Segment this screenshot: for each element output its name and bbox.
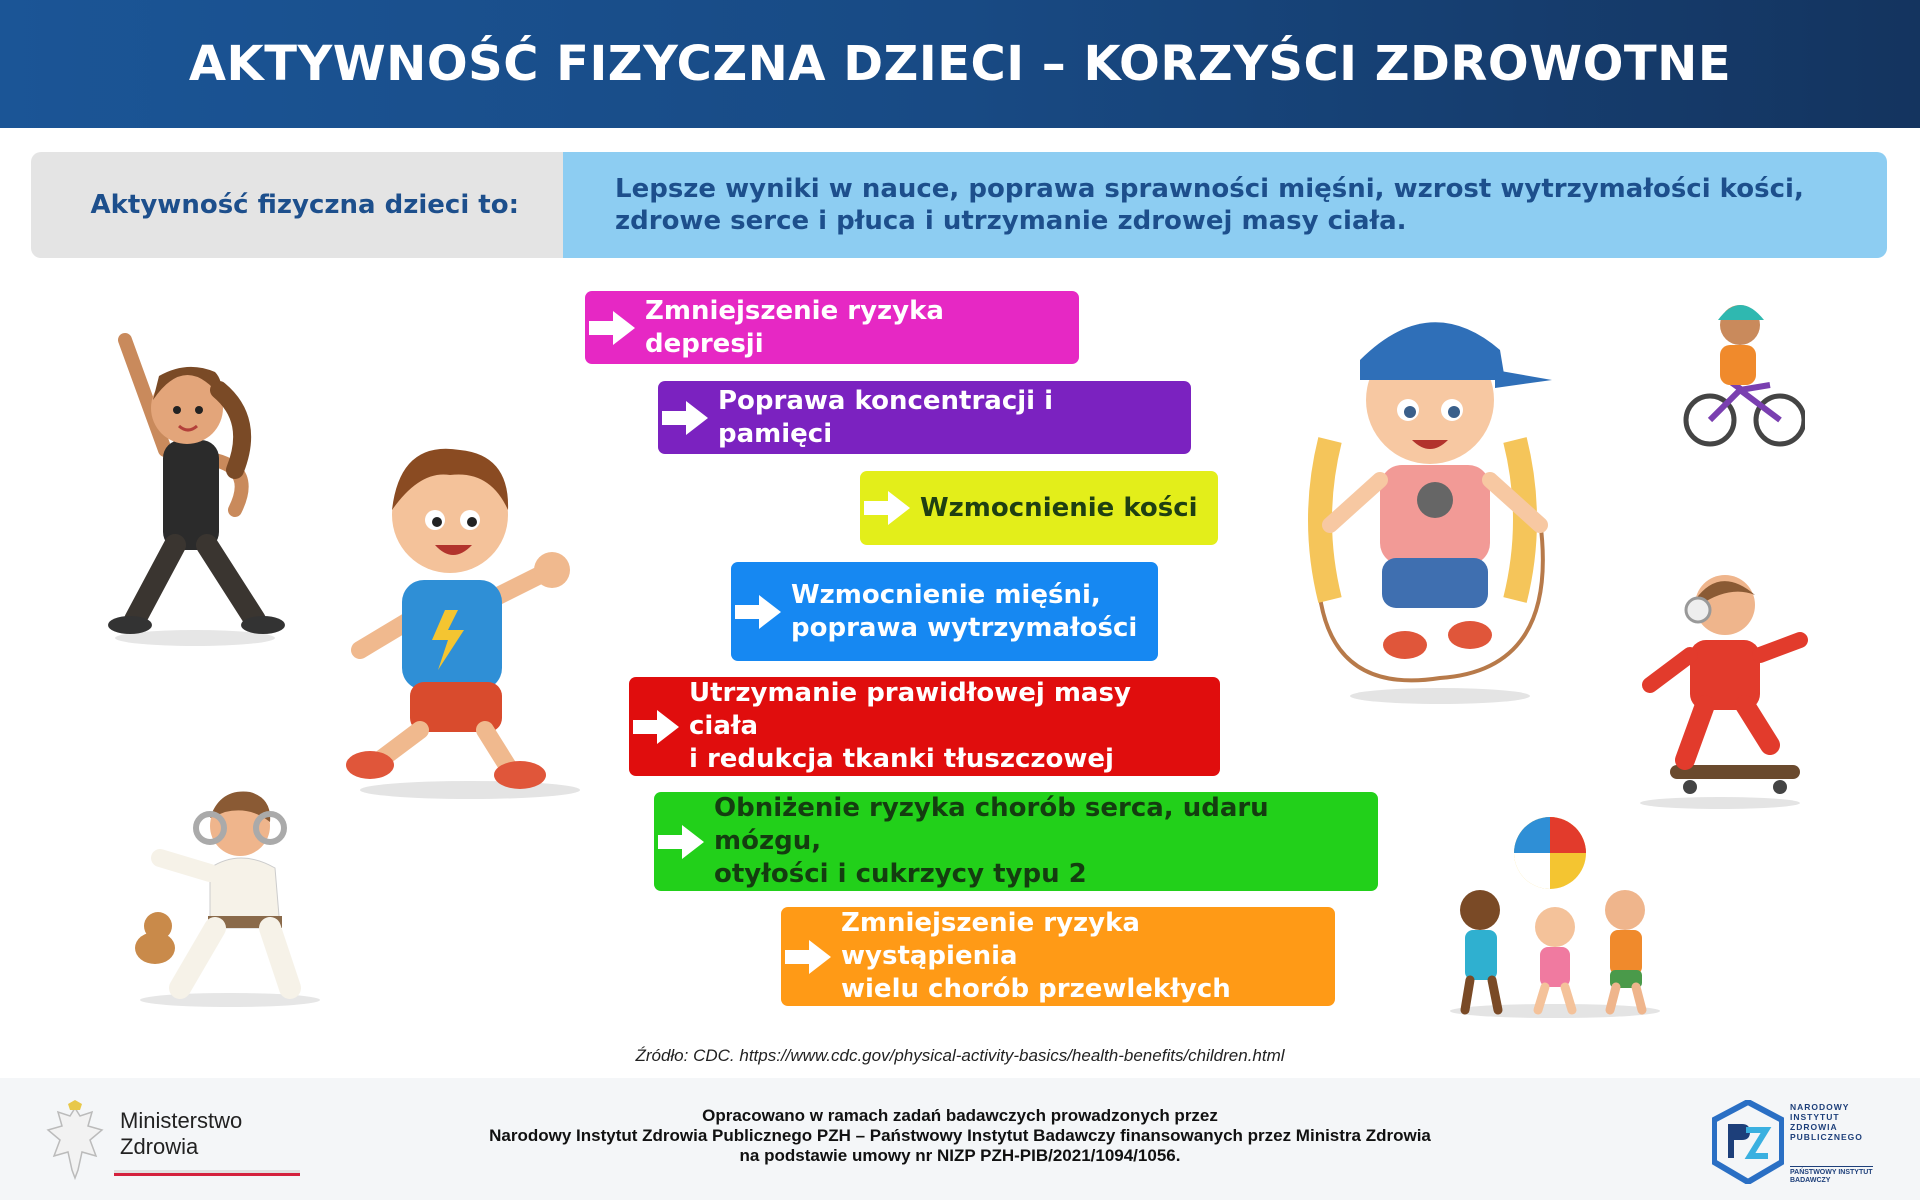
- arrow-icon: [662, 401, 708, 435]
- benefit-label: Zmniejszenie ryzyka wystąpienia wielu chorób przewlekłych: [841, 908, 1231, 1004]
- arrow-icon: [589, 311, 635, 345]
- footer: [0, 1078, 1920, 1200]
- benefit-weight: [629, 677, 1220, 776]
- benefit-label: Utrzymanie prawidłowej masy ciała i redukcja tkanki tłuszczowej: [689, 678, 1131, 774]
- girl-jump-rope-illustration: [1290, 300, 1580, 710]
- benefit-label: Obniżenie ryzyka chorób serca, udaru mózgu, otyłości i cukrzycy typu 2: [714, 793, 1269, 889]
- source-note: Źródło: CDC. https://www.cdc.gov/physical-activity-basics/health-benefits/children.html: [635, 1046, 1285, 1065]
- boy-running-illustration: [340, 420, 590, 800]
- benefit-label: Poprawa koncentracji i pamięci: [718, 385, 1054, 449]
- arrow-icon: [785, 940, 831, 974]
- ministry-name: Ministerstwo Zdrowia: [120, 1108, 243, 1159]
- footer-text: Opracowano w ramach zadań badawczych prowadzonych przez Narodowy Instytut Zdrowia Publicznego PZH – Państwowy Instytut Badawczy finansowanych przez Ministra Zdrowia na podstawie umowy nr NIZP PZH-PIB/2021/1094/1056.: [489, 1106, 1431, 1165]
- benefit-label: Zmniejszenie ryzyka depresji: [645, 295, 944, 359]
- arrow-icon: [633, 710, 679, 744]
- benefit-bones: [860, 471, 1218, 545]
- benefit-label: Wzmocnienie kości: [920, 492, 1198, 523]
- intro-label: Aktywność fizyczna dzieci to:: [90, 190, 519, 220]
- header-banner: [0, 0, 1920, 128]
- benefit-label: Wzmocnienie mięśni, poprawa wytrzymałości: [791, 579, 1138, 643]
- intro-text-box: [563, 152, 1887, 258]
- arrow-icon: [864, 491, 910, 525]
- intro-banner: [31, 152, 1887, 258]
- child-cycling-illustration: [1680, 290, 1805, 450]
- benefit-heart: [654, 792, 1378, 891]
- pzh-logo: [1712, 1096, 1892, 1192]
- arrow-icon: [658, 825, 704, 859]
- pzh-name: NARODOWY INSTYTUT ZDROWIA PUBLICZNEGO: [1790, 1102, 1863, 1142]
- arrow-icon: [735, 595, 781, 629]
- girl-stretching-illustration: [95, 320, 295, 650]
- flag-stripe: [114, 1170, 300, 1176]
- intro-text: Lepsze wyniki w nauce, poprawa sprawności mięśni, wzrost wytrzymałości kości, zdrowe serce i płuca i utrzymanie zdrowej masy ciała.: [615, 174, 1804, 236]
- benefit-muscles: [731, 562, 1158, 661]
- pzh-subtitle: PAŃSTWOWY INSTYTUT BADAWCZY: [1790, 1166, 1873, 1185]
- benefit-chronic: [781, 907, 1335, 1006]
- boy-skateboard-illustration: [1630, 565, 1810, 810]
- benefit-depression: [585, 291, 1079, 364]
- intro-label-box: [31, 152, 563, 258]
- boy-karate-illustration: [130, 778, 330, 1008]
- children-ball-illustration: [1440, 815, 1670, 1020]
- page-title: AKTYWNOŚĆ FIZYCZNA DZIECI – KORZYŚCI ZDROWOTNE: [188, 36, 1732, 92]
- pzh-emblem-icon: [1712, 1100, 1784, 1184]
- benefit-concentration: [658, 381, 1191, 454]
